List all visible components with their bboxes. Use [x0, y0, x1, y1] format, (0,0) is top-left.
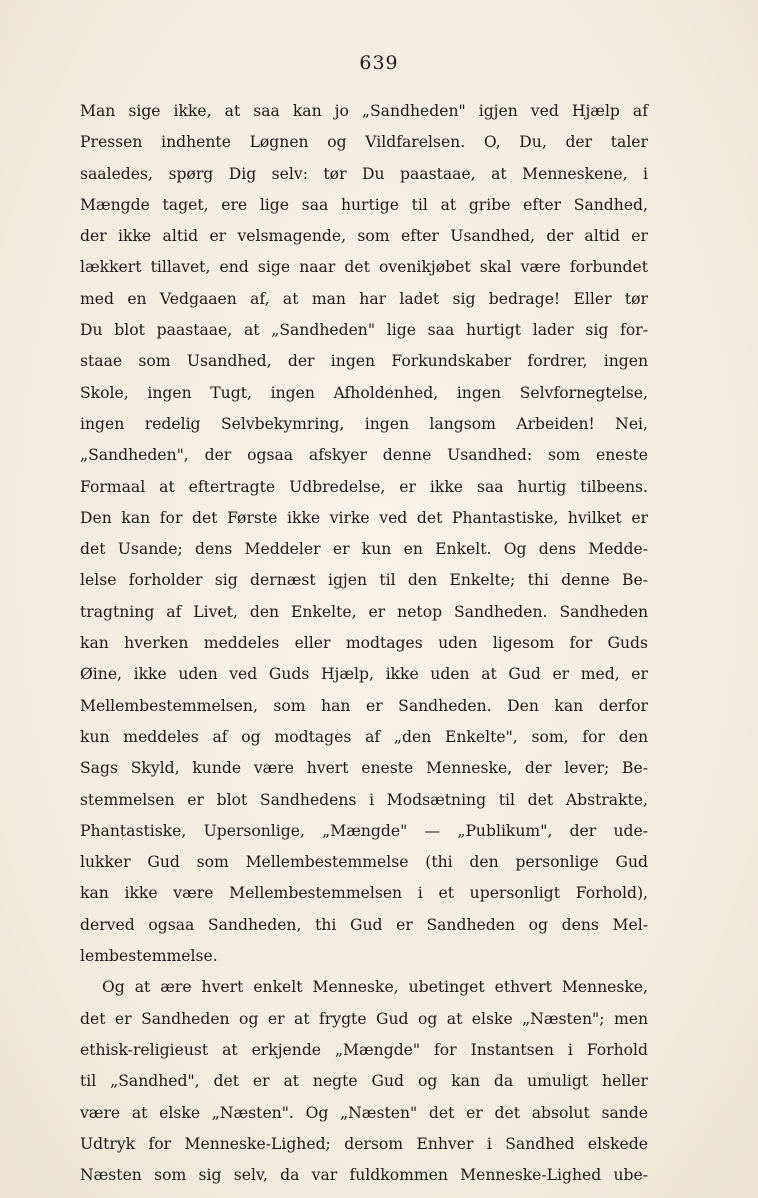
- text-line: Mængde taget, ere lige saa hurtige til at gribe efter Sandhed,: [80, 195, 648, 214]
- text-line: „Sandheden", der ogsaa afskyer denne Usandhed: som eneste: [80, 446, 648, 465]
- text-line: med en Vedgaaen af, at man har ladet sig bedrage! Eller tør: [80, 289, 648, 308]
- text-line: Næsten som sig selv, da var fuldkommen Menneske-Lighed ube-: [80, 1166, 648, 1185]
- text-line: lembestemmelse.: [80, 947, 218, 966]
- paragraph-1: [80, 96, 648, 972]
- text-line: kan hverken meddeles eller modtages uden ligesom for Guds: [80, 634, 648, 653]
- body-text: [80, 96, 648, 1191]
- text-line: kun meddeles af og modtages af „den Enkelte", som, for den: [80, 727, 648, 746]
- text-line: ethisk-religieust at erkjende „Mængde" for Instantsen i Forhold: [80, 1040, 648, 1059]
- text-line: Man sige ikke, at saa kan jo „Sandheden" igjen ved Hjælp af: [80, 102, 648, 120]
- text-line: lukker Gud som Mellembestemmelse (thi den personlige Gud: [80, 853, 648, 872]
- text-line: Udtryk for Menneske-Lighed; dersom Enhver i Sandhed elskede: [80, 1134, 648, 1153]
- page-number: 639: [359, 52, 399, 74]
- text-line: det er Sandheden og er at frygte Gud og at elske „Næsten"; men: [80, 1009, 648, 1028]
- text-line: Pressen indhente Løgnen og Vildfarelsen. O, Du, der taler: [80, 133, 648, 152]
- paragraph-2: [80, 972, 648, 1191]
- text-line: derved ogsaa Sandheden, thi Gud er Sandheden og dens Mel-: [80, 915, 648, 934]
- text-line: Formaal at eftertragte Udbredelse, er ikke saa hurtig tilbeens.: [80, 477, 648, 496]
- text-line: det Usande; dens Meddeler er kun en Enkelt. Og dens Medde-: [80, 540, 648, 559]
- text-line: lækkert tillavet, end sige naar det ovenikjøbet skal være forbundet: [80, 258, 648, 277]
- text-line: tragtning af Livet, den Enkelte, er netop Sandheden. Sandheden: [80, 602, 648, 621]
- text-line: Du blot paastaae, at „Sandheden" lige saa hurtigt lader sig for-: [80, 321, 648, 340]
- text-line: Den kan for det Første ikke virke ved det Phantastiske, hvilket er: [80, 508, 648, 527]
- text-line: Skole, ingen Tugt, ingen Afholdenhed, ingen Selvfornegtelse,: [80, 383, 648, 402]
- text-line: lelse forholder sig dernæst igjen til den Enkelte; thi denne Be-: [80, 571, 648, 590]
- text-line: Og at ære hvert enkelt Menneske, ubetinget ethvert Menneske,: [102, 978, 648, 997]
- text-line: staae som Usandhed, der ingen Forkundskaber fordrer, ingen: [80, 352, 648, 371]
- text-line: være at elske „Næsten". Og „Næsten" det er det absolut sande: [80, 1103, 648, 1122]
- text-line: stemmelsen er blot Sandhedens i Modsætning til det Abstrakte,: [80, 790, 648, 809]
- text-line: Øine, ikke uden ved Guds Hjælp, ikke uden at Gud er med, er: [80, 665, 648, 684]
- text-line: Sags Skyld, kunde være hvert eneste Menneske, der lever; Be-: [80, 759, 648, 778]
- text-line: Phantastiske, Upersonlige, „Mængde" — „Publikum", der ude-: [80, 821, 648, 840]
- text-line: ingen redelig Selvbekymring, ingen langsom Arbeiden! Nei,: [80, 414, 648, 433]
- text-line: saaledes, spørg Dig selv: tør Du paastaae, at Menneskene, i: [80, 164, 648, 183]
- text-line: der ikke altid er velsmagende, som efter Usandhed, der altid er: [80, 227, 648, 246]
- text-line: til „Sandhed", det er at negte Gud og kan da umuligt heller: [80, 1072, 648, 1091]
- text-line: Mellembestemmelsen, som han er Sandheden. Den kan derfor: [80, 696, 648, 715]
- text-line: kan ikke være Mellembestemmelsen i et upersonligt Forhold),: [80, 884, 648, 903]
